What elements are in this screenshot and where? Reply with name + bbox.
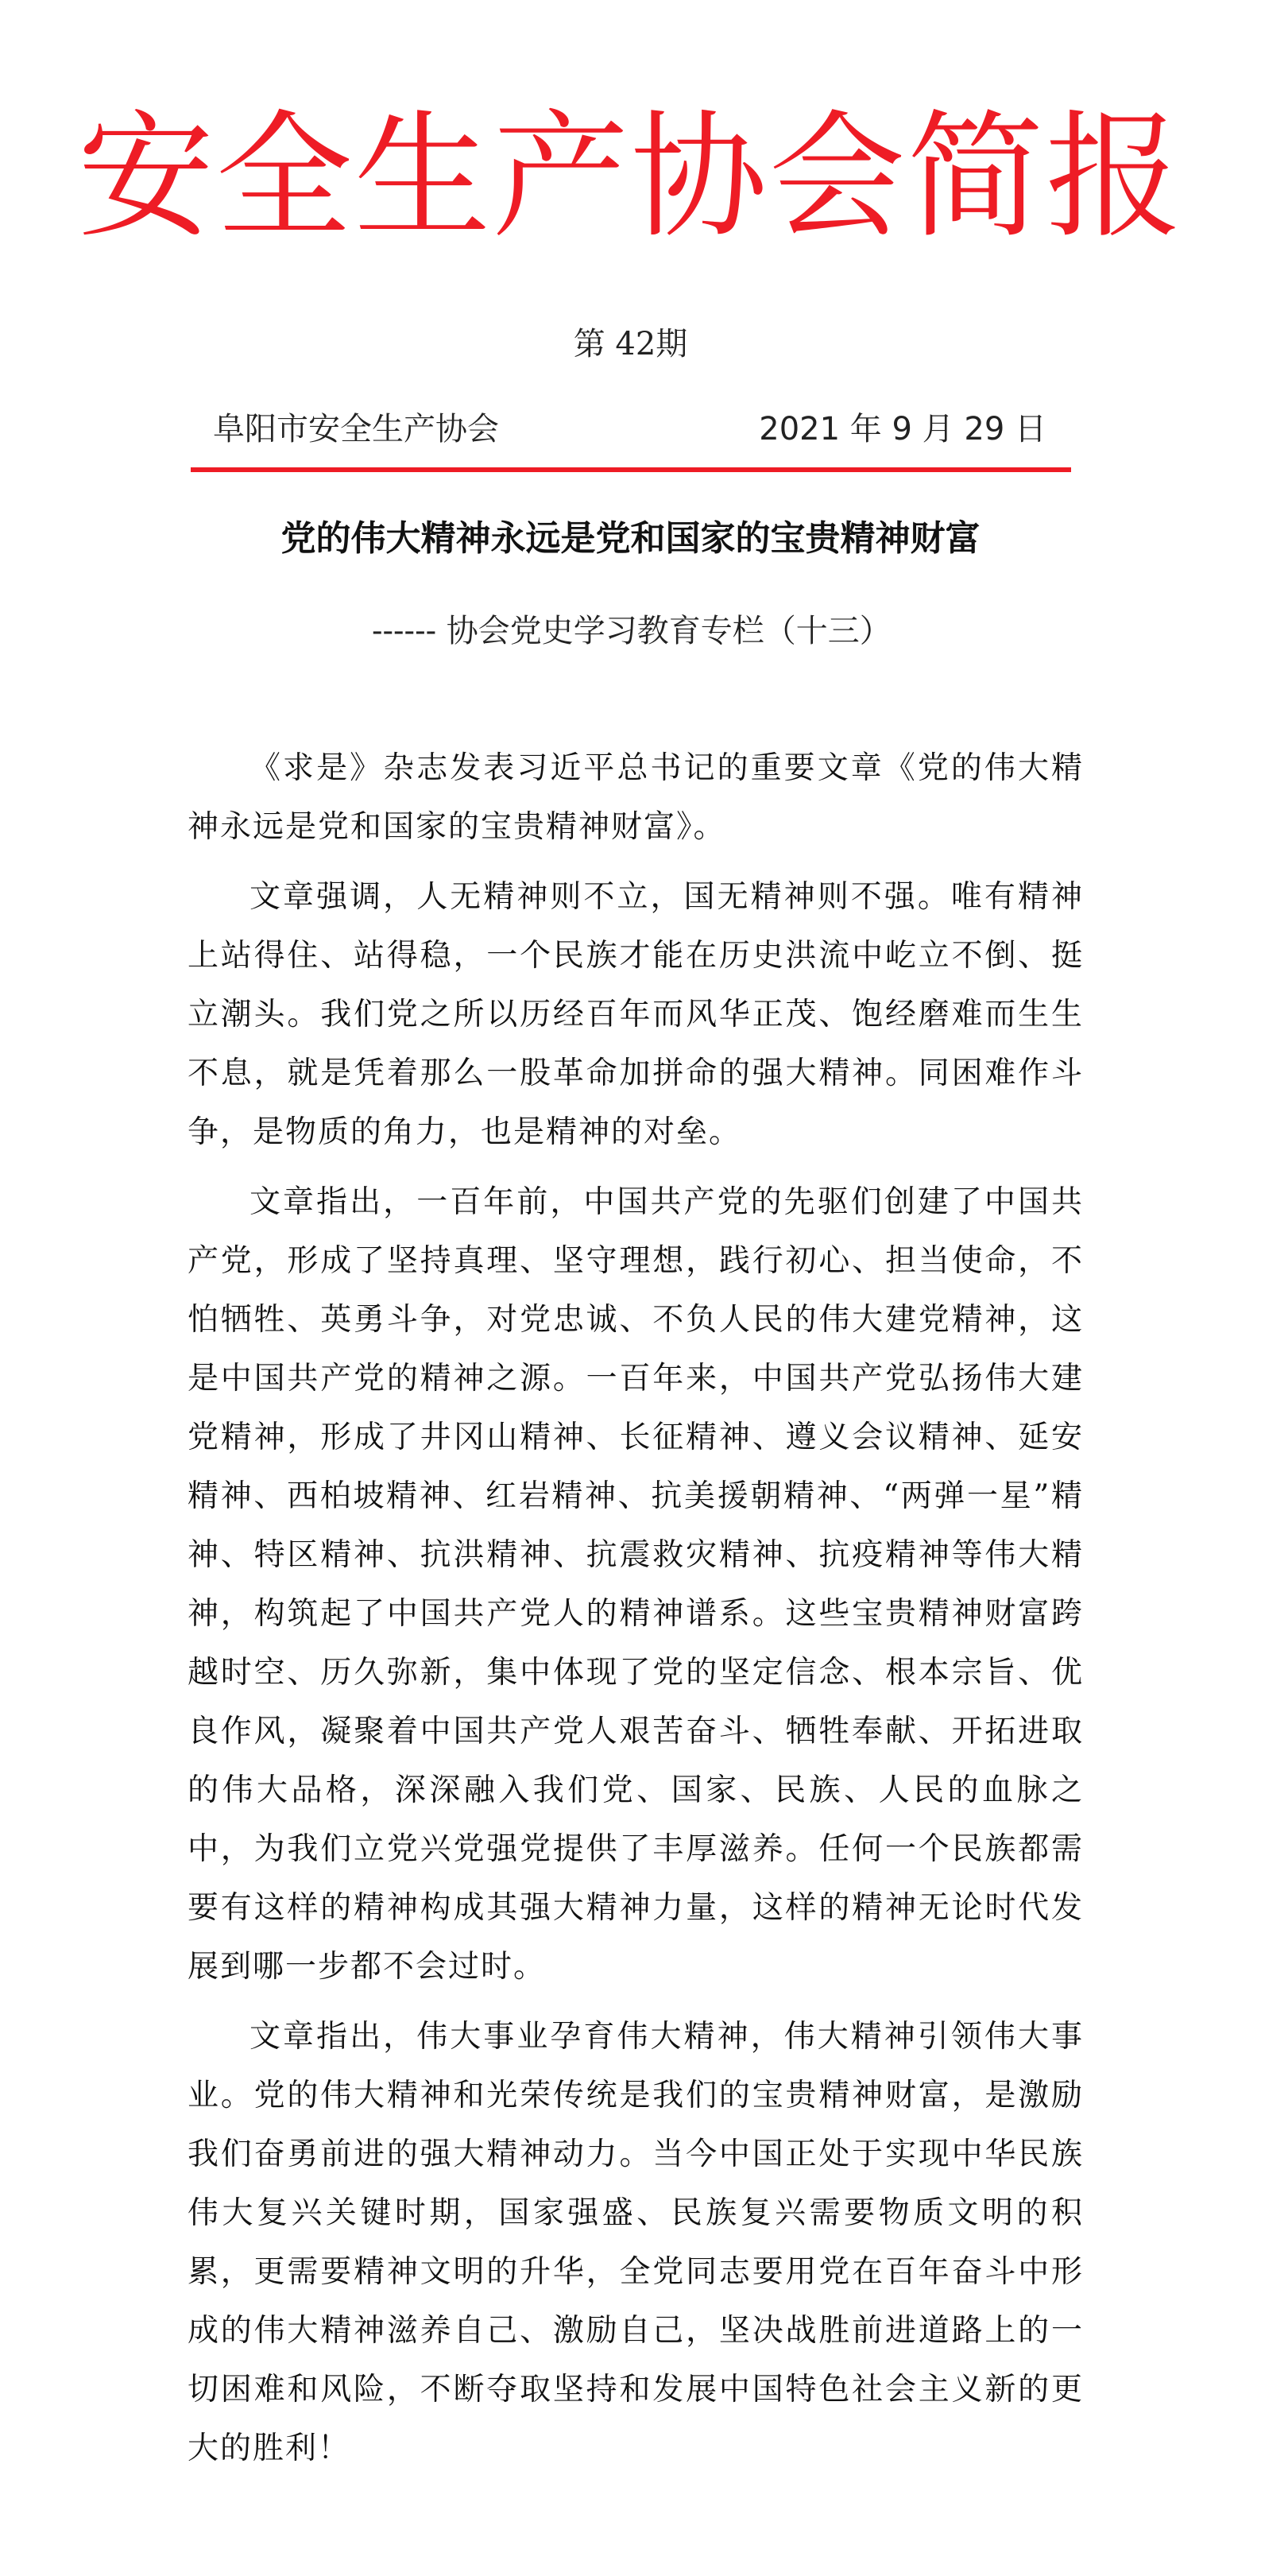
article-paragraph: 《求是》杂志发表习近平总书记的重要文章《党的伟大精神永远是党和国家的宝贵精神财富》。 bbox=[188, 750, 1084, 845]
article-subtitle: ------ 协会党史学习教育专栏（十三） bbox=[372, 613, 892, 649]
masthead-title: 安全生产协会简报 bbox=[77, 97, 1184, 257]
article-title: 党的伟大精神永远是党和国家的宝贵精神财富 bbox=[280, 518, 981, 559]
red-divider-rule bbox=[191, 467, 1071, 472]
issue-date: 2021 年 9 月 29 日 bbox=[759, 411, 1046, 447]
issuer-name: 阜阳市安全生产协会 bbox=[213, 411, 499, 447]
issue-number: 第 42期 bbox=[573, 326, 688, 362]
article-paragraph: 文章指出，伟大事业孕育伟大精神，伟大精神引领伟大事业。党的伟大精神和光荣传统是我们的宝贵精神财富，是激励我们奋勇前进的强大精神动力。当今中国正处于实现中华民族伟大复兴关键时期，国家强盛、民族复兴需要物质文明的积累，更需要精神文明的升华，全党同志要用党在百年奋斗中形成的伟大精神滋养自己、激励自己，坚决战胜前进道路上的一切困难和风险，不断夺取坚持和发展中国特色社会主义新的更大的胜利！ bbox=[188, 2019, 1084, 2466]
article-paragraph: 文章强调，人无精神则不立，国无精神则不强。唯有精神上站得住、站得稳，一个民族才能在历史洪流中屹立不倒、挺立潮头。我们党之所以历经百年而风华正茂、饱经磨难而生生不息，就是凭着那么一股革命加拼命的强大精神。同困难作斗争，是物质的角力，也是精神的对垒。 bbox=[188, 879, 1084, 1150]
article-body bbox=[188, 739, 1084, 2489]
article-paragraph: 文章指出，一百年前，中国共产党的先驱们创建了中国共产党，形成了坚持真理、坚守理想，践行初心、担当使命，不怕牺牲、英勇斗争，对党忠诚、不负人民的伟大建党精神，这是中国共产党的精神之源。一百年来，中国共产党弘扬伟大建党精神，形成了井冈山精神、长征精神、遵义会议精神、延安精神、西柏坡精神、红岩精神、抗美援朝精神、“两弹一星”精神、特区精神、抗洪精神、抗震救灾精神、抗疫精神等伟大精神，构筑起了中国共产党人的精神谱系。这些宝贵精神财富跨越时空、历久弥新，集中体现了党的坚定信念、根本宗旨、优良作风，凝聚着中国共产党人艰苦奋斗、牺牲奉献、开拓进取的伟大品格，深深融入我们党、国家、民族、人民的血脉之中，为我们立党兴党强党提供了丰厚滋养。任何一个民族都需要有这样的精神构成其强大精神力量，这样的精神无论时代发展到哪一步都不会过时。 bbox=[188, 1184, 1084, 1985]
